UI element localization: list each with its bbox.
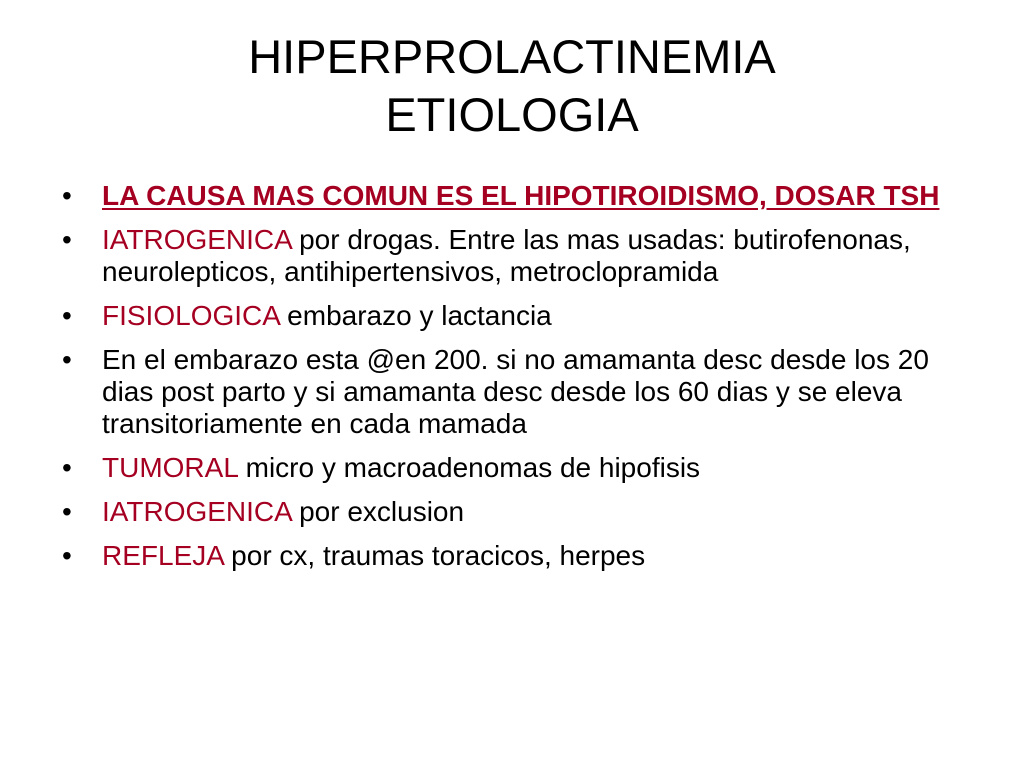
bullet-list — [62, 180, 982, 584]
bullet-item-reflex — [62, 540, 982, 572]
slide-title — [0, 28, 1024, 144]
bullet-text: por drogas. Entre las mas usadas: butirofenonas, neurolepticos, antihipertensivos, metroclopramida — [102, 224, 911, 287]
bullet-keyword: LA CAUSA MAS COMUN ES EL HIPOTIROIDISMO, DOSAR TSH — [102, 180, 940, 211]
bullet-text: por exclusion — [291, 496, 465, 527]
bullet-item-physiological — [62, 300, 982, 332]
bullet-keyword: FISIOLOGICA — [102, 300, 280, 331]
bullet-keyword: TUMORAL — [102, 452, 238, 483]
bullet-text: embarazo y lactancia — [279, 300, 552, 331]
bullet-text: por cx, traumas toracicos, herpes — [223, 540, 646, 571]
bullet-item-pregnancy — [62, 344, 982, 440]
bullet-keyword: IATROGENICA — [102, 496, 292, 527]
bullet-keyword: REFLEJA — [102, 540, 224, 571]
bullet-keyword: IATROGENICA — [102, 224, 292, 255]
bullet-dot: • — [62, 540, 72, 571]
bullet-text: micro y macroadenomas de hipofisis — [237, 452, 701, 483]
bullet-dot: • — [62, 344, 72, 375]
bullet-text: En el embarazo esta @en 200. si no amamanta desc desde los 20 dias post parto y si amamanta desc desde los 60 dias y se eleva transitoriamente en cada mamada — [102, 344, 929, 439]
bullet-item-main-cause — [62, 180, 982, 212]
bullet-dot: • — [62, 300, 72, 331]
bullet-dot: • — [62, 180, 72, 211]
bullet-item-iatrogenic-drugs — [62, 224, 982, 288]
bullet-dot: • — [62, 496, 72, 527]
bullet-dot: • — [62, 452, 72, 483]
title-line-2: ETIOLOGIA — [385, 88, 639, 141]
bullet-item-iatrogenic-exclusion — [62, 496, 982, 528]
bullet-item-tumoral — [62, 452, 982, 484]
bullet-dot: • — [62, 224, 72, 255]
title-line-1: HIPERPROLACTINEMIA — [248, 30, 776, 83]
